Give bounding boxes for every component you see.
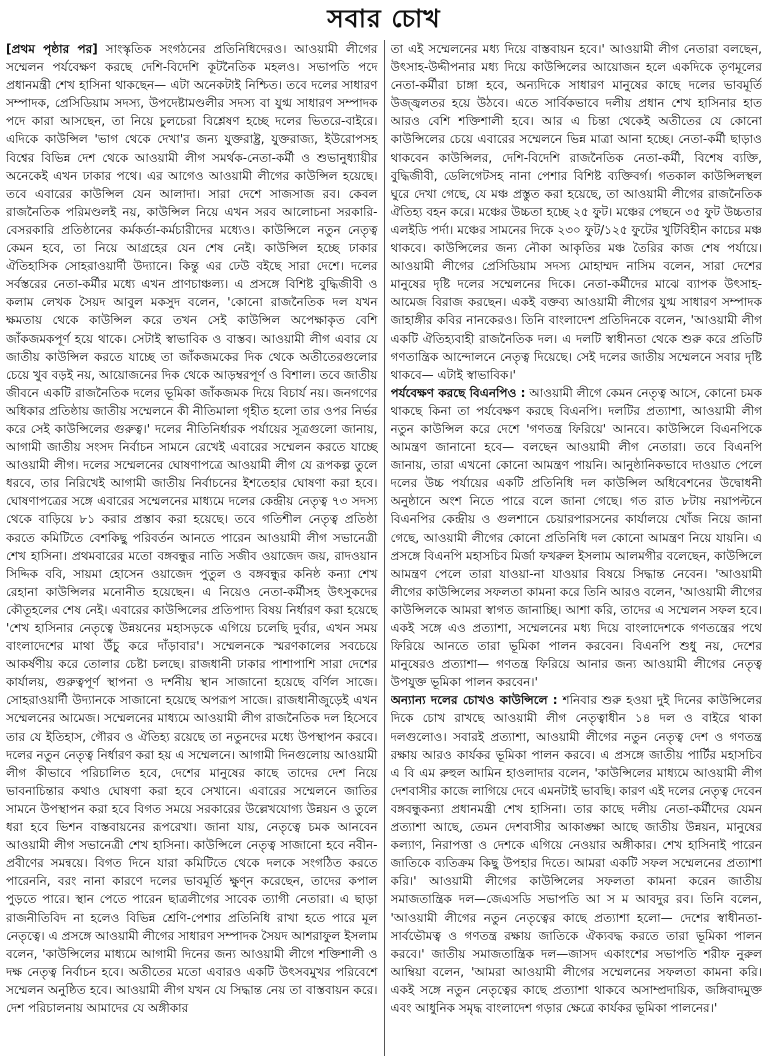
paragraph-text: শনিবার শুরু হওয়া দুই দিনের কাউন্সিলের দিকে চোখ রাখছে আওয়ামী লীগ নেতৃত্বাধীন ১৪ দল ও বাইরে থাকা দলগুলোও। সবারই প্রত্যাশা, আওয়ামী লীগের নতুন নেতৃত্ব দেশ ও গণতন্ত্র রক্ষায় আরও কার্যকর ভূমিকা পালন করবে। এ প্রসঙ্গে জাতীয় পার্টির মহাসচিব এ বি এম রুহুল আমিন হাওলাদার বলেন, 'কাউন্সিলের মাধ্যমে আওয়ামী লীগ দেশবাসীর কাজে লাগিয়ে দেবে এমনটাই ভাবছি। কারণ এই দলের নেতৃত্ব দেবেন বঙ্গবন্ধুকন্যা প্রধানমন্ত্রী শেখ হাসিনা। তার কাছে দলীয় নেতা-কর্মীদের যেমন প্রত্যাশা আছে, তেমন দেশবাসীর আকাঙ্ক্ষা আছে জাতীয় উন্নয়ন, মানুষের কল্যাণ, নিরাপত্তা ও দেশকে এগিয়ে নেওয়ার অঙ্গীকার। শেখ হাসিনাই পারেন জাতিকে ব্যতিক্রম কিছু উপহার দিতে। আমরা একটি সফল সম্মেলনের প্রত্যাশা করি।' আওয়ামী লীগের কাউন্সিলের সফলতা কামনা করেন জাতীয় সমাজতান্ত্রিক দল—জেএসডি সভাপতি আ স ম আবদুর রব। তিনি বলেন, 'আওয়ামী লীগের নতুন নেতৃত্বের কাছে প্রত্যাশা হলো— দেশের স্বাধীনতা-সার্বভৌমত্ব ও গণতন্ত্র রক্ষায় জাতিকে ঐক্যবদ্ধ করতে তারা ভূমিকা পালন করবে।' জাতীয় সমাজতান্ত্রিক দল—জাসদ একাংশের সভাপতি শরীফ নুরুল আম্বিয়া বলেন, 'আমরা আওয়ামী লীগের সম্মেলনের সফলতা কামনা করি। একই সঙ্গে নতুন নেতৃত্বের কাছে প্রত্যাশা থাকবে অসাম্প্রদায়িক, জঙ্গিবাদমুক্ত এবং আধুনিক সমৃদ্ধ বাংলাদেশ গড়ার ক্ষেত্রে কার্যকর ভূমিকা পালনের।' <box>390 693 762 1015</box>
column-divider <box>384 40 385 1056</box>
subheading-bnp: পর্যবেক্ষণ করছে বিএনপিও : <box>390 385 526 400</box>
paragraph-text: তা এই সম্মেলনের মধ্য দিয়ে বাস্তবায়ন হবে।' আওয়ামী লীগ নেতারা বলছেন, উৎসাহ-উদ্দীপনার মধ্য দিয়ে কাউন্সিলের আয়োজন হলে একদিকে তৃণমূলের নেতা-কর্মীরা চাঙ্গা হবে, অন্যদিকে সাধারণ মানুষের কাছে দলের ভাবমূর্তি উজ্জ্বলতর হয়ে উঠবে। এতে সার্বিকভাবে দলীয় প্রধান শেখ হাসিনার হাত আরও বেশি শক্তিশালী হবে। আর এ চিন্তা থেকেই অতীতের যে কোনো কাউন্সিলের চেয়ে এবারের সম্মেলনে ভিন্ন মাত্রা আনা হচ্ছে। নেতা-কর্মী ছাড়াও থাকবেন কাউন্সিলর, দেশি-বিদেশি রাজনৈতিক নেতা-কর্মী, বিশেষ ব্যক্তি, বুদ্ধিজীবী, ডেলিগেটসহ নানা পেশার বিশিষ্ট ব্যক্তিবর্গ। গতকাল কাউন্সিলস্থল ঘুরে দেখা গেছে, যে মঞ্চ প্রস্তুত করা হয়েছে, তা আওয়ামী লীগের রাজনৈতিক ঐতিহ্য বহন করে। মঞ্চের উচ্চতা হচ্ছে ২৫ ফুট। মঞ্চের পেছনে ৩৫ ফুট উচ্চতার এলইডি পর্দা। মঞ্চের সামনের দিকে ২৩০ ফুট/১২৫ ফুটের খুটিবিহীন কাচের মঞ্চ থাকবে। কাউন্সিলের জন্য নৌকা আকৃতির মঞ্চ তৈরির কাজ শেষ পর্যায়ে। আওয়ামী লীগের প্রেসিডিয়াম সদস্য মোহাম্মদ নাসিম বলেন, সারা দেশের মানুষের দৃষ্টি দলের সম্মেলনের দিকে। নেতা-কর্মীদের মাঝে ব্যাপক উৎসাহ-আমেজ বিরাজ করছেন। একই বক্তব্য আওয়ামী লীগের যুগ্ম সাধারণ সম্পাদক জাহাঙ্গীর কবির নানকেরও। তিনি বাংলাদেশ প্রতিদিনকে বলেন, 'আওয়ামী লীগ একটি ঐতিহ্যবাহী রাজনৈতিক দল। এ দলটি স্বাধীনতা থেকে শুরু করে প্রতিটি গণতান্ত্রিক আন্দোলনে নেতৃত্ব দিয়েছে। সেই দলের জাতীয় সম্মেলনে সবার দৃষ্টি থাকবে— এটাই স্বাভাবিক।' <box>390 42 762 382</box>
page-headline: সবার চোখ <box>327 3 441 33</box>
continuation-tag: [প্রথম পৃষ্ঠার পর] <box>6 42 98 56</box>
article-column-left <box>6 40 378 1056</box>
headline-bar <box>6 0 762 40</box>
article-columns <box>6 40 762 1056</box>
article-column-right <box>391 40 763 1056</box>
paragraph <box>391 691 763 1017</box>
paragraph <box>391 40 763 384</box>
paragraph-text: আওয়ামী লীগে কেমন নেতৃত্ব আসে, কোনো চমক থাকছে কিনা তা পর্যবেক্ষণ করছে বিএনপি। দলটির প্রত্যাশা, আওয়ামী লীগ নতুন কাউন্সিল করে দেশে 'গণতন্ত্র ফিরিয়ে' আনবে। কাউন্সিলে বিএনপিকে আমন্ত্রণ জানানো হবে— বলছেন আওয়ামী লীগ নেতারা। তবে বিএনপি জানায়, তারা এখনো কোনো আমন্ত্রণ পায়নি। আনুষ্ঠানিকভাবে দাওয়াত পেলে দলের উচ্চ পর্যায়ের একটি প্রতিনিধি দল কাউন্সিল অধিবেশনের উদ্বোধনী অনুষ্ঠানে অংশ নিতে পারে বলে জানা গেছে। গত রাত ৮টায় নয়াপল্টনে বিএনপির কেন্দ্রীয় ও গুলশানে চেয়ারপারসনের কার্যালয়ে খোঁজ নিয়ে জানা গেছে, আওয়ামী লীগের কোনো প্রতিনিধি দল কোনো আমন্ত্রণ নিয়ে যায়নি। এ প্রসঙ্গে বিএনপি মহাসচিব মির্জা ফখরুল ইসলাম আলমগীর বলেছেন, কাউন্সিলে আমন্ত্রণ পেলে তারা যাওয়া-না যাওয়ার বিষয়ে সিদ্ধান্ত নেবেন। 'আওয়ামী লীগের কাউন্সিলের সফলতা কামনা করে তিনি আরও বলেন, 'আওয়ামী লীগের কাউন্সিলকে আমরা স্বাগত জানাচ্ছি। আশা করি, তাদের এ সম্মেলন সফল হবে। একই সঙ্গে এও প্রত্যাশা, সম্মেলনের মধ্য দিয়ে বাংলাদেশকে গণতন্ত্রের পথে ফিরিয়ে আনতে তারা ভূমিকা পালন করবেন। বিএনপি শুধু নয়, দেশের মানুষেরও প্রত্যাশা— গণতন্ত্র ফিরিয়ে আনার জন্য আওয়ামী লীগের নেতৃত্ব উপযুক্ত ভূমিকা পালন করবেন।' <box>390 385 762 690</box>
subheading-other-parties: অন্যান্য দলের চোখও কাউন্সিলে : <box>390 693 558 708</box>
paragraph <box>391 384 763 692</box>
paragraph-text: সাংস্কৃতিক সংগঠনের প্রতিনিধিদেরও। আওয়ামী লীগের সম্মেলন পর্যবেক্ষণ করছে দেশি-বিদেশি কূটনৈতিক মহলও। সভাপতি পদে প্রধানমন্ত্রী শেখ হাসিনা থাকছেন— এটা অনেকটাই নিশ্চিত। তবে দলের সাধারণ সম্পাদক, প্রেসিডিয়াম সদস্য, উপদেষ্টামণ্ডলীর সদস্য বা যুগ্ম সাধারণ সম্পাদক পদে কারা আসছেন, তা নিয়ে চুলচেরা বিশ্লেষণ হচ্ছে দলের ভিতরে-বাইরে। এদিকে কাউন্সিল 'ভাগ থেকে দেখা'র জন্য যুক্তরাষ্ট্র, যুক্তরাজ্য, ইউরোপসহ বিশ্বের বিভিন্ন দেশ থেকে আওয়ামী লীগ সমর্থক-নেতা-কর্মী ও শুভানুধ্যায়ীর অনেকেই এখন ঢাকার পথে। এর আগেও আওয়ামী লীগের কাউন্সিল হয়েছে। তবে এবারের কাউন্সিল যেন আলাদা। সারা দেশে সাজসাজ রব। কেবল রাজনৈতিক পরিমণ্ডলই নয়, কাউন্সিল নিয়ে এখন সরব আলোচনা সরকারি-বেসরকারি প্রতিষ্ঠানের কর্মকর্তা-কর্মচারীদের মধ্যেও। কাউন্সিলে নতুন নেতৃত্ব কেমন হবে, তা নিয়ে আগ্রহের যেন শেষ নেই। কাউন্সিল হচ্ছে ঢাকার ঐতিহাসিক সোহরাওয়ার্দী উদ্যানে। কিন্তু এর ঢেউ বইছে সারা দেশে। দলের সর্বস্তরের নেতা-কর্মীর মধ্যে এখন প্রাণচাঞ্চল্য। এ প্রসঙ্গে বিশিষ্ট বুদ্ধিজীবী ও কলাম লেখক সৈয়দ আবুল মকসুদ বলেন, 'কোনো রাজনৈতিক দল যখন ক্ষমতায় থেকে কাউন্সিল করে তখন সেই কাউন্সিল অপেক্ষাকৃত বেশি জাঁকজমকপূর্ণ হয়ে থাকে। সেটাই স্বাভাবিক ও বাস্তব। আওয়ামী লীগ এবার যে জাতীয় কাউন্সিল করতে যাচ্ছে তা জাঁকজমকের দিক থেকে অতীতেরগুলোর চেয়ে খুব বড়ই নয়, আয়োজনের দিক থেকে আড়ম্বরপূর্ণ ও বিশাল। তবে জাতীয় জীবনে একটি রাজনৈতিক দলের ভূমিকা জাঁকজমক দিয়ে বিচার্য নয়। জনগণের অধিকার প্রতিষ্ঠায় জাতীয় সম্মেলনে কী নীতিমালা গৃহীত হলো তার ওপর নির্ভর করে সেই কাউন্সিলের গুরুত্ব।' দলের নীতিনির্ধারক পর্যায়ের সূত্রগুলো জানায়, আগামী জাতীয় সংসদ নির্বাচন সামনে রেখেই এবারের সম্মেলন করতে যাচ্ছে আওয়ামী লীগ। দলের সম্মেলনের ঘোষণাপত্রে আওয়ামী লীগ যে রূপকল্প তুলে ধরবে, তার নিরিখেই আগামী জাতীয় নির্বাচনের ইশতেহার ঘোষণা করা হবে। ঘোষণাপত্রের সঙ্গে এবারের সম্মেলনের মাধ্যমে দলের কেন্দ্রীয় নেতৃত্ব ৭৩ সদস্য থেকে বাড়িয়ে ৮১ করার প্রস্তাব করা হয়েছে। তবে গতিশীল নেতৃত্ব প্রতিষ্ঠা করতে কমিটিতে বেশকিছু পরিবর্তন আনতে পারেন আওয়ামী লীগ সভানেত্রী শেখ হাসিনা। প্রথমবারের মতো বঙ্গবন্ধুর নাতি সজীব ওয়াজেদ জয়, রাদওয়ান সিদ্দিক ববি, সায়মা হোসেন ওয়াজেদ পুতুল ও বঙ্গবন্ধুর কনিষ্ঠ কন্যা শেখ রেহানা কাউন্সিলর মনোনীত হয়েছেন। এ নিয়েও নেতা-কর্মীসহ উৎসুকদের কৌতূহলের শেষ নেই। এবারের কাউন্সিলের প্রতিপাদ্য বিষয় নির্ধারণ করা হয়েছে 'শেখ হাসিনার নেতৃত্বে উন্নয়নের মহাসড়কে এগিয়ে চলেছি দুর্বার, এখন সময় বাংলাদেশের মাথা উঁচু করে দাঁড়াবার'। সম্মেলনকে স্মরণকালের সবচেয়ে আকর্ষণীয় করে তোলার চেষ্টা চলছে। রাজধানী ঢাকার পাশাপাশি সারা দেশের কার্যালয়, গুরুত্বপূর্ণ স্থাপনা ও দর্শনীয় স্থান সাজানো হয়েছে বর্ণিল সাজে। সোহরাওয়ার্দী উদ্যানকে সাজানো হয়েছে অপরূপ সাজে। রাজধানীজুড়েই এখন সম্মেলনের আমেজ। সম্মেলনের মাধ্যমে আওয়ামী লীগ রাজনৈতিক দল হিসেবে তার যে ইতিহাস, গৌরব ও ঐতিহ্য রয়েছে তা নতুনদের মধ্যে উপস্থাপন করবে। দলের নতুন নেতৃত্ব নির্ধারণ করা হয় এ সম্মেলনে। আগামী দিনগুলোয় আওয়ামী লীগ কীভাবে পরিচালিত হবে, দেশের মানুষের কাছে তাদের দেশ নিয়ে ভাবনাচিন্তার কথাও ঘোষণা করা হবে সেখানে। এবারের সম্মেলনে জাতির সামনে উপস্থাপন করা হবে বিগত সময়ে সরকারের উল্লেখযোগ্য উন্নয়ন ও তুলে ধরা হবে ভিশন বাস্তবায়নের রূপরেখা। জানা যায়, নেতৃত্বে চমক আনবেন আওয়ামী লীগ সভানেত্রী শেখ হাসিনা। কাউন্সিলে নেতৃত্ব সাজানো হবে নবীন-প্রবীণের সমন্বয়ে। বিগত দিনে যারা কমিটিতে থেকে দলকে সংগঠিত করতে পারেননি, বরং নানা কারণে দলের ভাবমূর্তি ক্ষুণ্ন করেছেন, তাদের কপাল পুড়তে পারে। স্থান পেতে পারেন ছাত্রলীগের সাবেক ত্যাগী নেতারা। এ ছাড়া রাজনীতিবিদ না হলেও বিভিন্ন শ্রেণি-পেশার প্রতিনিধি রাখা হতে পারে মূল নেতৃত্বে। এ প্রসঙ্গে আওয়ামী লীগের সাধারণ সম্পাদক সৈয়দ আশরাফুল ইসলাম বলেন, 'কাউন্সিলের মাধ্যমে আগামী দিনের জন্য আওয়ামী লীগে শক্তিশালী ও দক্ষ নেতৃত্ব নির্বাচন হবে। অতীতের মতো এবারও একটি উৎসবমুখর পরিবেশে সম্মেলন অনুষ্ঠিত হবে। আওয়ামী লীগ যখন যে সিদ্ধান্ত নেয় তা বাস্তবায়ন করে। দেশ পরিচালনায় আমাদের যে অঙ্গীকার <box>6 42 378 1015</box>
paragraph <box>6 40 378 1017</box>
